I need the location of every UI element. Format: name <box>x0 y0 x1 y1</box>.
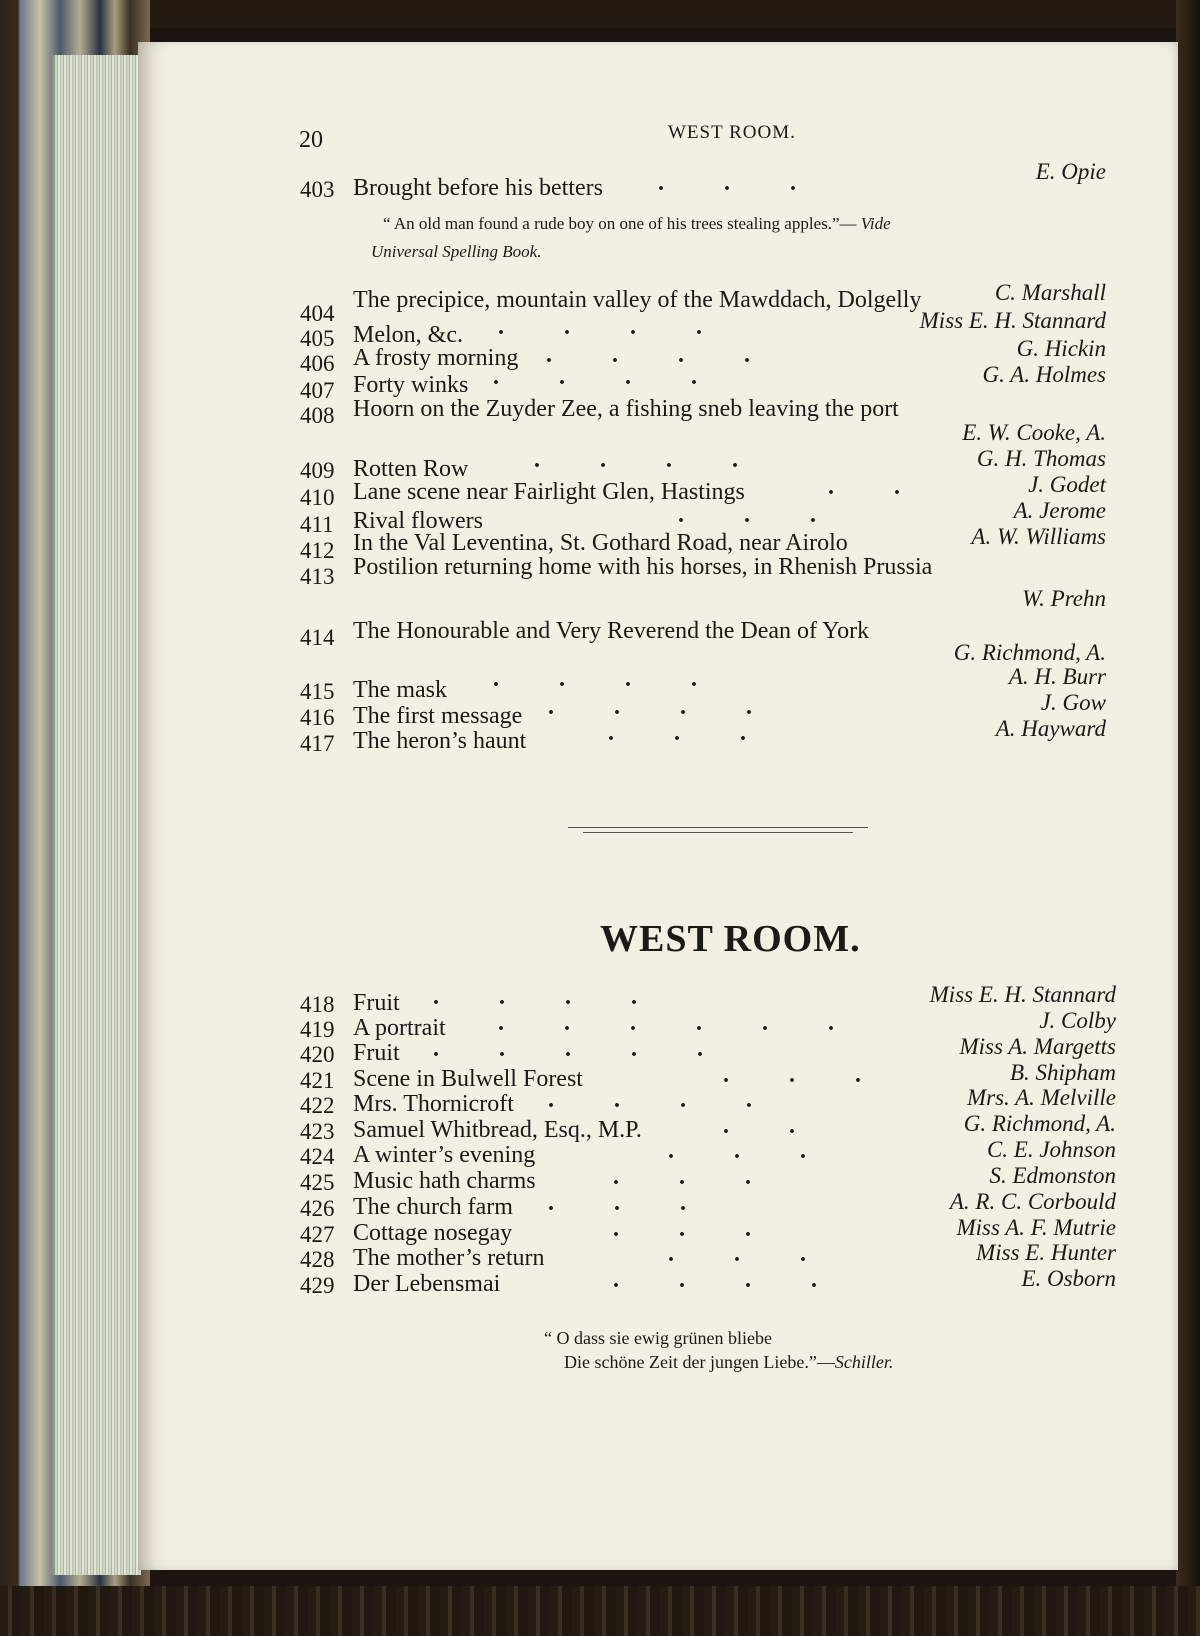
entry-number: 413 <box>300 564 335 589</box>
entry-artist: A. R. C. Corbould <box>949 1189 1116 1214</box>
entry-title: Rival flowers <box>353 508 483 534</box>
entry-number: 409 <box>300 458 335 483</box>
entry-number: 428 <box>300 1247 335 1272</box>
leader-dots: . . <box>828 474 900 500</box>
closing-quote-line2: Die schöne Zeit der jungen Liebe.”— <box>564 1352 835 1372</box>
entry-title: The mother’s return <box>353 1245 545 1271</box>
entry-title: The church farm <box>353 1194 513 1220</box>
entry-number: 410 <box>300 485 335 510</box>
quotation-source-text: Universal Spelling Book. <box>371 242 542 261</box>
section-divider <box>583 832 853 833</box>
entry-artist: E. W. Cooke, A. <box>962 420 1106 445</box>
leader-dots: . . . . <box>534 447 738 473</box>
entry-artist: A. Jerome <box>1013 498 1106 523</box>
entry-number: 414 <box>300 625 335 650</box>
entry-title: A winter’s evening <box>353 1142 536 1168</box>
entry-artist: E. Osborn <box>1021 1266 1116 1291</box>
entry-title: Music hath charms <box>353 1168 536 1194</box>
section-divider <box>568 827 868 828</box>
entry-number: 405 <box>300 326 335 351</box>
entry-artist: J. Gow <box>1040 690 1106 715</box>
book-right-edge <box>1176 0 1200 1636</box>
entry-title: A portrait <box>353 1015 446 1041</box>
entry-artist: A. Hayward <box>995 716 1106 741</box>
entry-number: 426 <box>300 1196 335 1221</box>
leader-dots: . . . <box>613 1164 751 1190</box>
entry-title: Fruit <box>353 990 400 1016</box>
page-number: 20 <box>299 127 323 153</box>
entry-title: The heron’s haunt <box>353 728 527 754</box>
leader-dots: . . . . <box>548 1087 752 1113</box>
entry-artist: A. W. Williams <box>971 524 1106 549</box>
entry-number: 407 <box>300 378 335 403</box>
entry-number: 415 <box>300 679 335 704</box>
entry-title: In the Val Leventina, St. Gothard Road, near Airolo <box>353 530 848 556</box>
entry-artist: J. Colby <box>1039 1008 1116 1033</box>
leader-dots: . . . . <box>433 984 637 1010</box>
entry-number: 404 <box>300 301 335 326</box>
entry-artist: Miss E. H. Stannard <box>919 308 1106 333</box>
leader-dots: . . . . <box>498 314 702 340</box>
entry-title: Brought before his betters <box>353 175 603 201</box>
entry-artist: G. Hickin <box>1016 336 1106 361</box>
entry-title: Der Lebensmai <box>353 1271 501 1297</box>
entry-title: Scene in Bulwell Forest <box>353 1066 583 1092</box>
entry-title: Forty winks <box>353 372 469 398</box>
leader-dots: . . . <box>723 1062 861 1088</box>
entry-number: 417 <box>300 731 335 756</box>
closing-quotation <box>564 1352 893 1373</box>
entry-title: Rotten Row <box>353 456 469 482</box>
entry-number: 412 <box>300 538 335 563</box>
entry-artist: G. Richmond, A. <box>963 1111 1116 1136</box>
entry-artist: Miss A. Margetts <box>959 1034 1116 1059</box>
book-bottom-edge <box>0 1586 1200 1636</box>
leader-dots: . . . <box>613 1216 751 1242</box>
entry-title: The Honourable and Very Reverend the Dean of York <box>353 618 870 644</box>
entry-number: 422 <box>300 1093 335 1118</box>
leader-dots: . . . . <box>493 666 697 692</box>
entry-artist: G. A. Holmes <box>982 362 1106 387</box>
entry-title: Postilion returning home with his horses, in Rhenish Prussia <box>353 554 933 580</box>
entry-artist: Miss E. H. Stannard <box>929 982 1116 1007</box>
entry-number: 416 <box>300 705 335 730</box>
entry-number: 420 <box>300 1042 335 1067</box>
entry-artist: S. Edmonston <box>989 1163 1116 1188</box>
entry-number: 423 <box>300 1119 335 1144</box>
leader-dots: . . . <box>608 720 746 746</box>
page-fore-edge <box>52 55 141 1575</box>
entry-number: 424 <box>300 1144 335 1169</box>
entry-quotation <box>383 214 891 234</box>
entry-title: Fruit <box>353 1040 400 1066</box>
entry-artist: E. Opie <box>1035 159 1106 184</box>
entry-title: Samuel Whitbread, Esq., M.P. <box>353 1117 642 1143</box>
leader-dots: . . <box>723 1113 795 1139</box>
entry-artist: Miss E. Hunter <box>976 1240 1116 1265</box>
closing-quote-author: Schiller. <box>834 1352 894 1372</box>
entry-number: 406 <box>300 351 335 376</box>
quotation-vide: Vide <box>860 214 891 233</box>
entry-artist: J. Godet <box>1028 472 1106 497</box>
entry-number: 429 <box>300 1273 335 1298</box>
catalogue-page <box>138 42 1178 1570</box>
entry-artist: Mrs. A. Melville <box>966 1085 1116 1110</box>
closing-quotation <box>544 1328 772 1349</box>
entry-number: 427 <box>300 1222 335 1247</box>
leader-dots: . . . . . <box>433 1036 703 1062</box>
leader-dots: . . . <box>658 170 796 196</box>
leader-dots: . . . <box>668 1241 806 1267</box>
book-top-edge <box>0 0 1200 28</box>
entry-number: 411 <box>300 512 334 537</box>
entry-artist: B. Shipham <box>1009 1060 1116 1085</box>
entry-artist: W. Prehn <box>1022 586 1106 611</box>
leader-dots: . . . <box>678 502 816 528</box>
entry-number: 419 <box>300 1017 335 1042</box>
leader-dots: . . . . <box>548 694 752 720</box>
leader-dots: . . . . <box>613 1267 817 1293</box>
entry-title: Hoorn on the Zuyder Zee, a fishing sneb leaving the port <box>353 396 899 422</box>
entry-title: A frosty morning <box>353 345 519 371</box>
leader-dots: . . . . <box>546 342 750 368</box>
entry-title: Melon, &c. <box>353 322 463 348</box>
entry-artist: G. H. Thomas <box>976 446 1106 471</box>
entry-artist: C. E. Johnson <box>986 1137 1116 1162</box>
entry-number: 425 <box>300 1170 335 1195</box>
entry-title: The precipice, mountain valley of the Mawddach, Dolgelly <box>353 287 922 313</box>
section-heading: WEST ROOM. <box>600 918 861 960</box>
entry-title: Lane scene near Fairlight Glen, Hastings <box>353 479 745 505</box>
entry-title: The mask <box>353 677 447 703</box>
entry-artist: G. Richmond, A. <box>953 640 1106 665</box>
entry-artist: Miss A. F. Mutrie <box>956 1215 1116 1240</box>
running-head: WEST ROOM. <box>668 122 796 143</box>
entry-number: 408 <box>300 403 335 428</box>
entry-artist: A. H. Burr <box>1008 664 1106 689</box>
entry-number: 403 <box>300 177 335 202</box>
entry-number: 418 <box>300 992 335 1017</box>
quotation-text: “ An old man found a rude boy on one of his trees stealing apples.”— <box>383 214 861 233</box>
leader-dots: . . . <box>668 1138 806 1164</box>
entry-title: The first message <box>353 703 523 729</box>
leader-dots: . . . . . . <box>498 1010 834 1036</box>
entry-title: Mrs. Thornicroft <box>353 1091 514 1117</box>
entry-number: 421 <box>300 1068 335 1093</box>
leader-dots: . . . . <box>493 364 697 390</box>
closing-quote-line1: “ O dass sie ewig grünen bliebe <box>544 1328 772 1348</box>
quotation-source <box>371 242 541 262</box>
entry-title: Cottage nosegay <box>353 1220 513 1246</box>
leader-dots: . . . <box>548 1190 686 1216</box>
entry-artist: C. Marshall <box>994 280 1106 305</box>
